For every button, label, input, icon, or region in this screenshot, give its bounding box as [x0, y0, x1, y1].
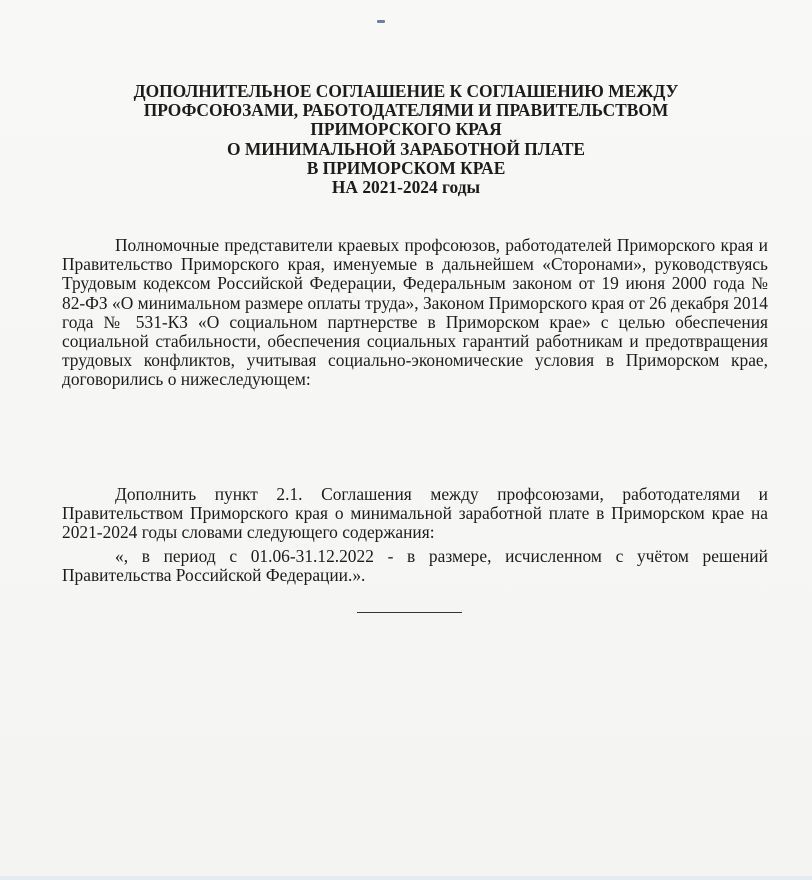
scan-mark: [377, 20, 385, 23]
page-edge: [0, 876, 812, 880]
paragraph-quote: «, в период с 01.06-31.12.2022 - в размере, исчисленном с учётом решений Правительства Российской Федерации.».: [62, 546, 768, 586]
document-title: ДОПОЛНИТЕЛЬНОЕ СОГЛАШЕНИЕ К СОГЛАШЕНИЮ МЕЖДУ ПРОФСОЮЗАМИ, РАБОТОДАТЕЛЯМИ И ПРАВИТЕЛЬСТВОМ ПРИМОРСКОГО КРАЯ О МИНИМАЛЬНОЙ ЗАРАБОТНОЙ ПЛАТЕ В ПРИМОРСКОМ КРАЕ НА 2021-2024 годы: [133, 81, 679, 198]
paragraph-amendment: Дополнить пункт 2.1. Соглашения между профсоюзами, работодателями и Правительством Приморского края о минимальной заработной плате в Приморском крае на 2021-2024 годы словами следующего содержания:: [62, 484, 768, 543]
closing-rule: [357, 612, 462, 613]
paragraph-preamble: Полномочные представители краевых профсоюзов, работодателей Приморского края и Правительство Приморского края, именуемые в дальнейшем «Сторонами», руководствуясь Трудовым кодексом Российской Федерации, Федеральным законом от 19 июня 2000 года № 82-ФЗ «О минимальном размере оплаты труда», Законом Приморского края от 26 декабря 2014 года № 531-КЗ «О социальном партнерстве в Приморском крае» с целью обеспечения социальной стабильности, обеспечения социальных гарантий работникам и предотвращения трудовых конфликтов, учитывая социально-экономические условия в Приморском крае, договорились о нижеследующем:: [62, 235, 768, 390]
